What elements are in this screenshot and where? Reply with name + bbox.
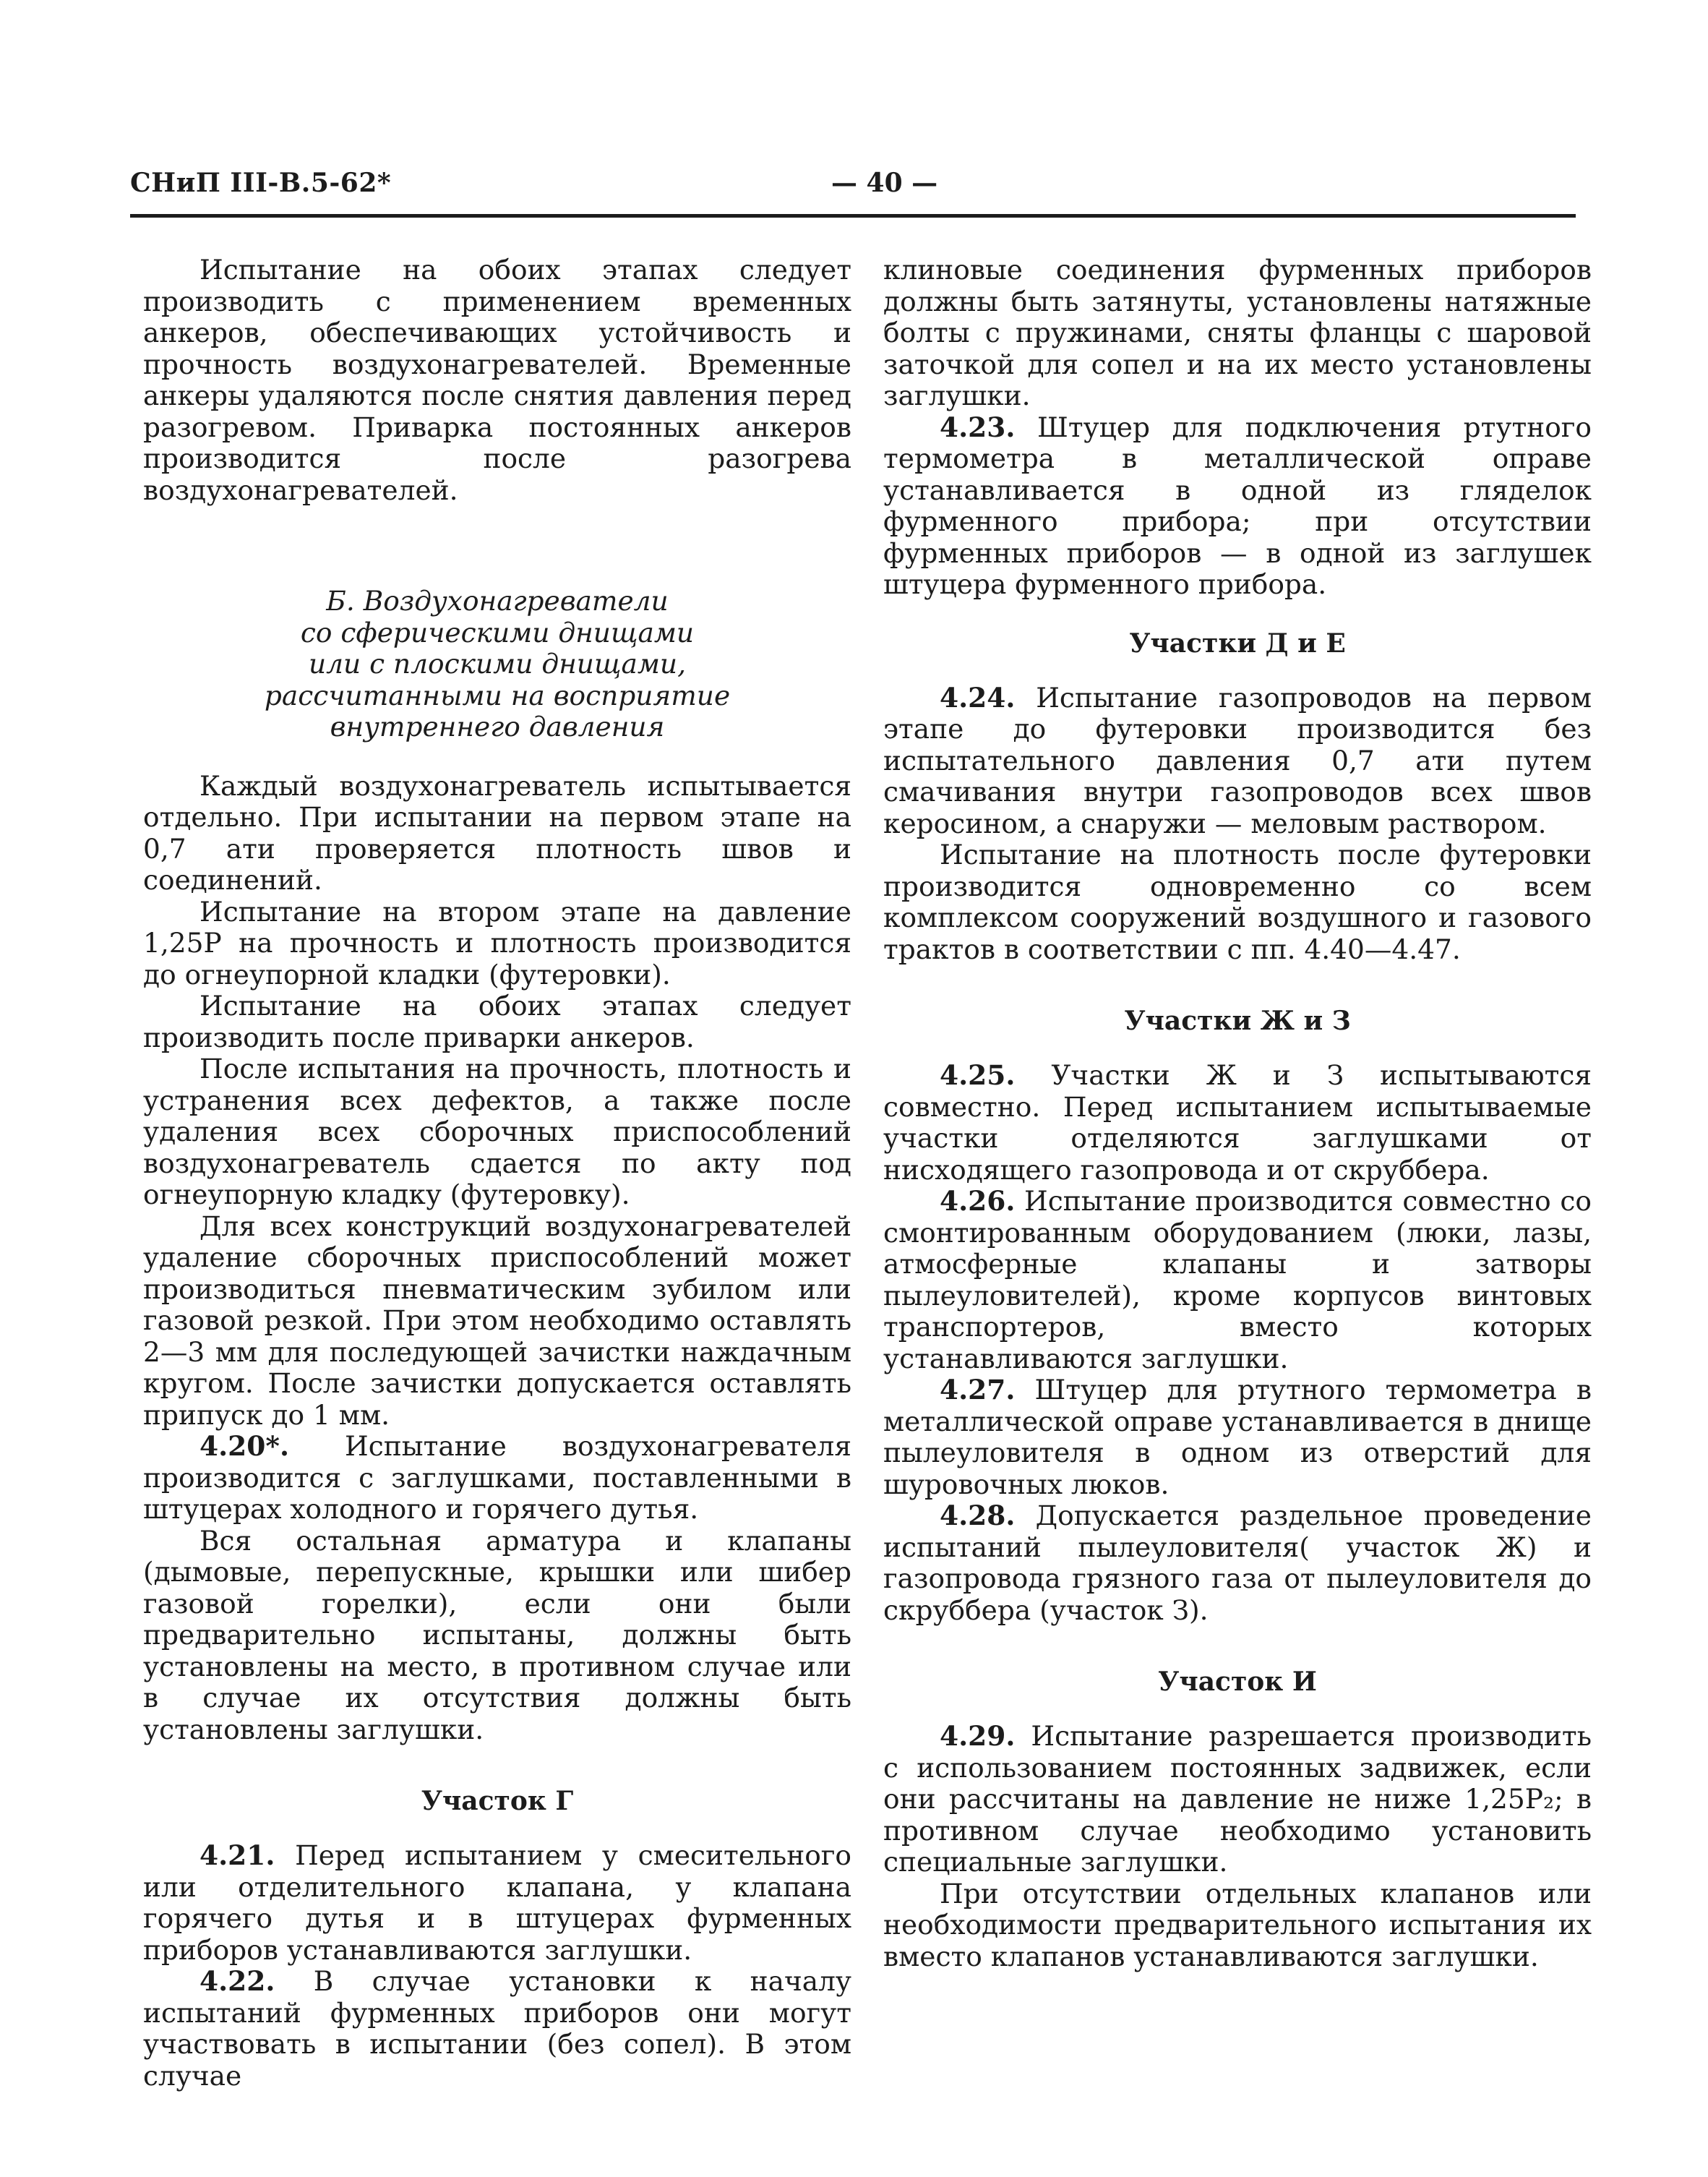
section-title: Участки Д и Е [1129, 628, 1346, 659]
right-column [883, 255, 1592, 1972]
section-title: Участок И [1158, 1667, 1317, 1697]
section-title: Участок Г [421, 1786, 574, 1816]
clause-number: 4.23. [940, 411, 1016, 443]
clause-number: 4.21. [199, 1839, 275, 1871]
paragraph: При отсутствии отдельных клапанов или необходимости предварительного испытания их вместо клапанов устанавливаются заглушки. [883, 1877, 1592, 1972]
subsection-heading-line: или с плоскими днищами, [308, 648, 686, 680]
subsection-heading-line: со сферическими днищами [300, 616, 695, 649]
clause-text: В случае установки к началу испытаний фурменных приборов они могут участвовать в испытании (без сопел). В этом случае [143, 1965, 851, 2092]
paragraph: Испытание на обоих этапах следует производить после приварки анкеров. [143, 990, 851, 1053]
clause-number: 4.20*. [199, 1430, 289, 1462]
paragraph: Испытание на обоих этапах следует производить с применением временных анкеров, обеспечивающих устойчивость и прочность воздухонагревателей. Временные анкеры удаляются после снятия давления перед разогревом. Приварка постоянных анкеров производится после разогрева воздухонагревателей. [143, 254, 851, 506]
section-title: Участки Ж и З [1124, 1006, 1351, 1036]
numbered-paragraph [883, 1186, 1592, 1374]
numbered-paragraph [883, 1721, 1592, 1878]
paragraph: Испытание на плотность после футеровки производится одновременно со всем комплексом сооружений воздушного и газового трактов в соответствии с пп. 4.40—4.47. [883, 839, 1592, 965]
clause-text: Допускается раздельное проведение испытаний пылеуловителя( участок Ж) и газопровода грязного газа от пылеуловителя до скруббера (участок З). [883, 1500, 1592, 1626]
subsection-heading-line: Б. Воздухонагреватели [326, 585, 669, 617]
numbered-paragraph [143, 1966, 851, 2092]
subsection-heading-line: внутреннего давления [330, 711, 665, 743]
numbered-paragraph [143, 1431, 851, 1526]
header-rule [130, 214, 1576, 218]
subsection-heading [143, 586, 851, 743]
paragraph: После испытания на прочность, плотность и устранения всех дефектов, а также после удаления всех сборочных приспособлений воздухонагреватель сдается по акту под огнеупорную кладку (футеровку). [143, 1053, 851, 1210]
clause-text: Испытание производится совместно со смонтированным оборудованием (люки, лазы, атмосферные клапаны и затворы пылеуловителей), кроме корпусов винтовых транспортеров, вместо которых устанавливаются заглушки. [883, 1185, 1592, 1374]
page-number: — 40 — [831, 168, 938, 198]
paragraph: Каждый воздухонагреватель испытывается отдельно. При испытании на первом этапе на 0,7 ати проверяется плотность швов и соединений. [143, 769, 851, 896]
document-code: СНиП III-В.5-62* [130, 168, 392, 198]
clause-number: 4.29. [940, 1720, 1016, 1752]
clause-text: Штуцер для подключения ртутного термометра в металлической оправе устанавливается в одной из гляделок фурменного прибора; при отсутствии фурменных приборов — в одной из заглушек штуцера фурменного прибора. [883, 411, 1592, 600]
clause-number: 4.27. [940, 1374, 1016, 1406]
numbered-paragraph [143, 1840, 851, 1966]
numbered-paragraph [883, 683, 1592, 840]
clause-text: Испытание разрешается производить с использованием постоянных задвижек, если они рассчитаны на давление не ниже 1,25P₂; в противном случае необходимо установить специальные заглушки. [883, 1720, 1592, 1878]
paragraph: Вся остальная арматура и клапаны (дымовые, перепускные, крышки или шибер газовой горелки), если они были предварительно испытаны, должны быть установлены на место, в противном случае или в случае их отсутствия должны быть установлены заглушки. [143, 1524, 851, 1745]
numbered-paragraph [883, 1500, 1592, 1626]
numbered-paragraph [883, 1060, 1592, 1186]
clause-number: 4.25. [940, 1059, 1016, 1091]
clause-text: Перед испытанием у смесительного или отделительного клапана, у клапана горячего дутья и в штуцерах фурменных приборов устанавливаются заглушки. [143, 1839, 851, 1966]
left-column [143, 255, 851, 2092]
clause-text: Испытание газопроводов на первом этапе до футеровки производится без испытательного давления 0,7 ати путем смачивания внутри газопроводов всех швов керосином, а снаружи — меловым раствором. [883, 681, 1592, 839]
clause-number: 4.28. [940, 1500, 1016, 1531]
subsection-heading-line: рассчитанными на восприятие [264, 679, 731, 711]
clause-text: Участки Ж и З испытываются совместно. Перед испытанием испытываемые участки отделяются заглушками от нисходящего газопровода и от скруббера. [883, 1059, 1592, 1186]
paragraph: клиновые соединения фурменных приборов должны быть затянуты, установлены натяжные болты с пружинами, сняты фланцы с шаровой заточкой для сопел и на их место установлены заглушки. [883, 254, 1592, 411]
numbered-paragraph [883, 412, 1592, 601]
clause-text: Испытание воздухонагревателя производится с заглушками, поставленными в штуцерах холодного и горячего дутья. [143, 1430, 851, 1525]
clause-number: 4.22. [199, 1965, 275, 1997]
numbered-paragraph [883, 1374, 1592, 1500]
clause-text: Штуцер для ртутного термометра в металлической оправе устанавливается в днище пылеуловителя в одном из отверстий для шуровочных люков. [883, 1374, 1592, 1500]
clause-number: 4.26. [940, 1185, 1016, 1217]
page-header [130, 168, 1576, 211]
clause-number: 4.24. [940, 681, 1016, 714]
paragraph: Для всех конструкций воздухонагревателей удаление сборочных приспособлений может производиться пневматическим зубилом или газовой резкой. При этом необходимо оставлять 2—3 мм для последующей зачистки наждачным кругом. После зачистки допускается оставлять припуск до 1 мм. [143, 1210, 851, 1431]
paragraph: Испытание на втором этапе на давление 1,25P на прочность и плотность производится до огнеупорной кладки (футеровки). [143, 895, 851, 991]
